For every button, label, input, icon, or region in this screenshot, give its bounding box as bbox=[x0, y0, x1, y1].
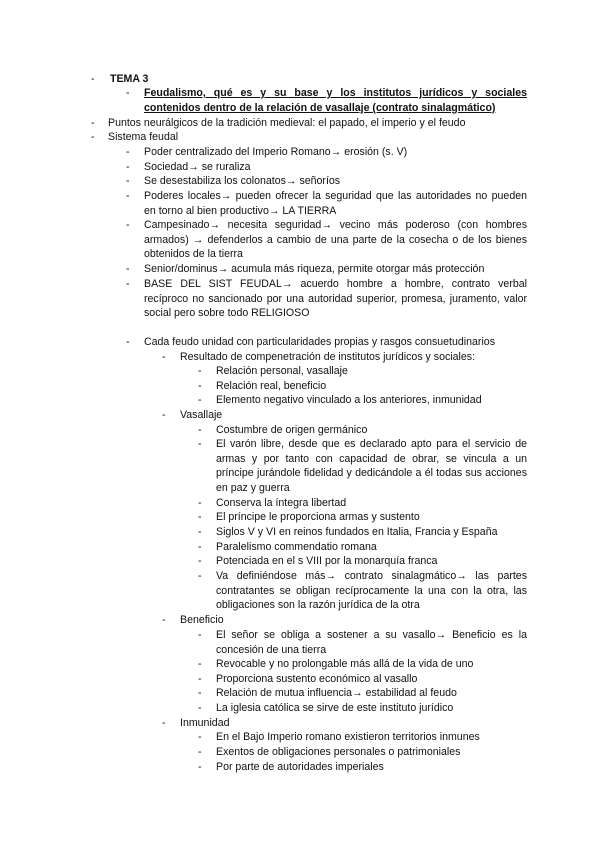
bullet: - bbox=[126, 146, 130, 158]
list-item: El príncipe le proporciona armas y sustento bbox=[216, 511, 420, 523]
list-item: Sistema feudal bbox=[108, 131, 179, 143]
bullet: - bbox=[198, 570, 202, 582]
list-item: El varón libre, desde que es declarado apto para el servicio de armas y por tanto con capacidad de obrar, se vincula a un príncipe jurándole fidelidad y dedicándole a él todas sus acciones en paz y guerra bbox=[216, 438, 527, 494]
list-item: Por parte de autoridades imperiales bbox=[216, 761, 384, 773]
bullet: - bbox=[198, 761, 202, 773]
bullet: - bbox=[198, 526, 202, 538]
document-title: Feudalismo, qué es y su base y los institutos jurídicos y sociales contenidos dentro de la relación de vasallaje (contrato sinalagmático) bbox=[144, 87, 527, 114]
bullet: - bbox=[198, 731, 202, 743]
bullet: - bbox=[91, 117, 95, 129]
bullet: - bbox=[162, 409, 166, 421]
list-item: La iglesia católica se sirve de este instituto jurídico bbox=[216, 702, 454, 714]
bullet: - bbox=[162, 351, 166, 363]
section-vasallaje: Vasallaje bbox=[180, 409, 223, 421]
bullet: - bbox=[91, 131, 95, 143]
list-item: Va definiéndose más→ contrato sinalagmático→ las partes contratantes se obligan recíprocamente la una con la otra, las obligaciones son la razón jurídica de la otra bbox=[216, 570, 527, 612]
list-item: Proporciona sustento económico al vasallo bbox=[216, 673, 418, 685]
heading-tema: TEMA 3 bbox=[110, 73, 149, 85]
bullet: - bbox=[126, 175, 130, 187]
bullet: - bbox=[198, 380, 202, 392]
list-item: Poder centralizado del Imperio Romano→ erosión (s. V) bbox=[144, 146, 408, 158]
list-item: Resultado de compenetración de institutos jurídicos y sociales: bbox=[180, 351, 476, 363]
bullet: - bbox=[198, 497, 202, 509]
list-item: Senior/dominus→ acumula más riqueza, permite otorgar más protección bbox=[144, 263, 485, 275]
list-item: Se desestabiliza los colonatos→ señoríos bbox=[144, 175, 341, 187]
list-item: Cada feudo unidad con particularidades propias y rasgos consuetudinarios bbox=[144, 336, 495, 348]
bullet: - bbox=[198, 658, 202, 670]
bullet: - bbox=[198, 394, 202, 406]
list-item: Revocable y no prolongable más allá de la vida de uno bbox=[216, 658, 474, 670]
bullet: - bbox=[198, 555, 202, 567]
list-item: Paralelismo commendatio romana bbox=[216, 541, 377, 553]
section-inmunidad: Inmunidad bbox=[180, 717, 230, 729]
bullet: - bbox=[198, 511, 202, 523]
bullet: - bbox=[198, 629, 202, 641]
list-item: Elemento negativo vinculado a los anteriores, inmunidad bbox=[216, 394, 482, 406]
list-item: Campesinado→ necesita seguridad→ vecino más poderoso (con hombres armados) → defenderlos a cambio de una parte de la cosecha o de los bienes obtenidos de la tierra bbox=[144, 219, 527, 261]
list-item: BASE DEL SIST FEUDAL→ acuerdo hombre a hombre, contrato verbal recíproco no sancionado por una autoridad superior, promesa, juramento, valor social pero sobre todo RELIGIOSO bbox=[144, 278, 527, 320]
list-item: El señor se obliga a sostener a su vasallo→ Beneficio es la concesión de una tierra bbox=[216, 629, 527, 656]
list-item: Conserva la íntegra libertad bbox=[216, 497, 347, 509]
bullet: - bbox=[126, 190, 130, 202]
bullet: - bbox=[198, 746, 202, 758]
bullet: - bbox=[126, 278, 130, 290]
bullet: - bbox=[198, 673, 202, 685]
list-item: Sociedad→ se ruraliza bbox=[144, 161, 251, 173]
list-item: Relación real, beneficio bbox=[216, 380, 327, 392]
bullet: - bbox=[126, 263, 130, 275]
bullet: - bbox=[126, 87, 130, 99]
bullet: - bbox=[162, 717, 166, 729]
list-item: En el Bajo Imperio romano existieron territorios inmunes bbox=[216, 731, 480, 743]
bullet: - bbox=[198, 541, 202, 553]
list-item: Puntos neurálgicos de la tradición medieval: el papado, el imperio y el feudo bbox=[108, 117, 466, 129]
list-item: Siglos V y VI en reinos fundados en Italia, Francia y España bbox=[216, 526, 498, 538]
list-item: Costumbre de origen germánico bbox=[216, 424, 368, 436]
bullet: - bbox=[162, 614, 166, 626]
bullet: - bbox=[198, 424, 202, 436]
list-item: Relación de mutua influencia→ estabilidad al feudo bbox=[216, 687, 457, 699]
section-beneficio: Beneficio bbox=[180, 614, 224, 626]
bullet: - bbox=[198, 438, 202, 450]
bullet: - bbox=[198, 687, 202, 699]
bullet: - bbox=[126, 219, 130, 231]
bullet: - bbox=[91, 73, 95, 85]
bullet: - bbox=[198, 365, 202, 377]
list-item: Relación personal, vasallaje bbox=[216, 365, 348, 377]
bullet: - bbox=[126, 161, 130, 173]
bullet: - bbox=[126, 336, 130, 348]
list-item: Exentos de obligaciones personales o patrimoniales bbox=[216, 746, 461, 758]
bullet: - bbox=[198, 702, 202, 714]
list-item: Potenciada en el s VIII por la monarquía franca bbox=[216, 555, 438, 567]
list-item: Poderes locales→ pueden ofrecer la seguridad que las autoridades no pueden en torno al bien productivo→ LA TIERRA bbox=[144, 190, 527, 217]
